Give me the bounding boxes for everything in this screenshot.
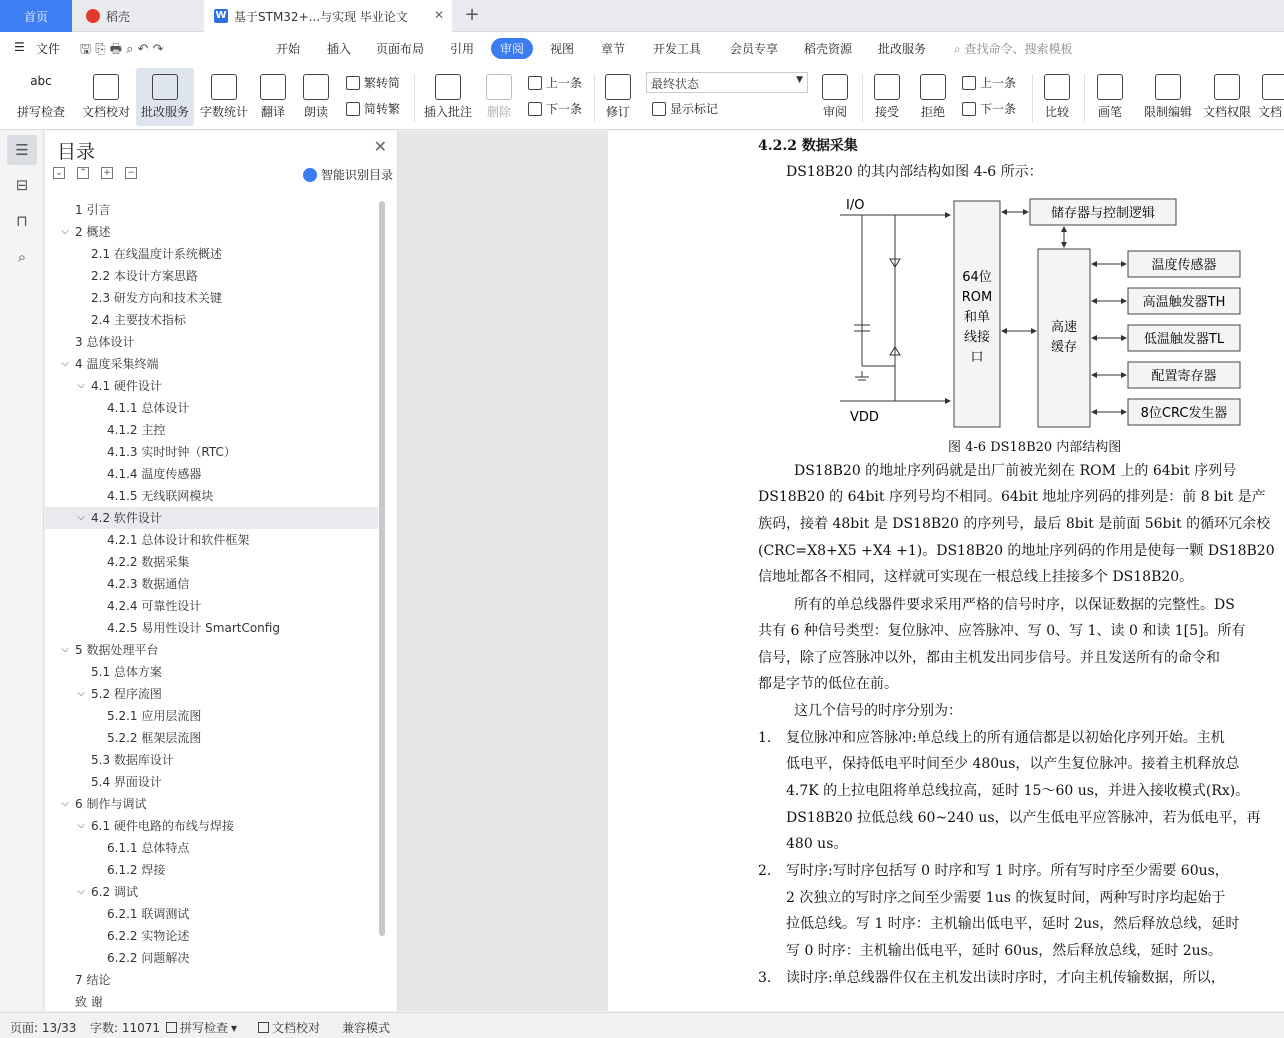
menu-chapter[interactable]: 章节 [601, 42, 626, 56]
tab-home-label: 首页 [23, 9, 48, 24]
list-number: 3. [758, 970, 772, 986]
toc-item-label: 2.3 研发方向和技术关键 [91, 291, 222, 305]
toc-item-label: 1 引言 [75, 203, 111, 217]
doc-more-button[interactable] [1258, 68, 1284, 126]
toc-item-label: 4.1 硬件设计 [91, 379, 162, 393]
menu-member[interactable]: 会员专享 [730, 42, 779, 56]
body-text-line: 复位脉冲和应答脉冲:单总线上的所有通信都是以初始化序列开始。主机 [786, 730, 1225, 746]
chevron-down-icon[interactable]: ⌵ [61, 226, 69, 237]
toc-item-label: 4.2.2 数据采集 [107, 555, 190, 569]
rom-label-line: 和单 [963, 310, 991, 325]
markup-state-select[interactable] [646, 72, 808, 93]
ds18b20-structure-diagram [840, 191, 1250, 431]
toc-item-label: 4.2 软件设计 [91, 511, 162, 525]
toc-item[interactable] [45, 837, 378, 859]
register-block-label: 低温触发器TL [1143, 332, 1225, 347]
chevron-down-icon[interactable]: ⌵ [61, 358, 69, 369]
menu-start[interactable]: 开始 [276, 42, 301, 56]
toc-item[interactable] [45, 705, 378, 727]
body-text-line: 写时序:写时序包括写 0 时序和写 1 时序。所有写时序至少需要 60us， [786, 863, 1229, 879]
body-text-line: 4.7K 的上拉电阻将单总线拉高，延时 15～60 us，并进入接收模式(Rx)。 [786, 783, 1250, 799]
toc-item[interactable] [45, 617, 378, 639]
restrict-edit-button[interactable] [1140, 68, 1196, 126]
tab-home[interactable] [0, 0, 72, 32]
status-doc-check-label: 文档校对 [272, 1021, 321, 1035]
doc-permission-button[interactable] [1200, 68, 1254, 126]
menu-dev-tools[interactable]: 开发工具 [653, 42, 702, 56]
toc-item[interactable] [45, 771, 378, 793]
toc-item[interactable] [45, 793, 378, 815]
doc-permission-icon [1214, 74, 1240, 100]
toc-item[interactable] [45, 353, 378, 375]
body-text-line: DS18B20 的地址序列码就是出厂前被光刻在 ROM 上的 64bit 序列号 [794, 463, 1237, 479]
toc-item[interactable] [45, 199, 378, 221]
word-count-indicator[interactable]: 字数: 11071 [90, 1021, 161, 1035]
toc-item-label: 5.4 界面设计 [91, 775, 162, 789]
vdd-label: VDD [850, 410, 879, 425]
next-change-label: 下一条 [980, 102, 1017, 116]
review-pane-button[interactable] [816, 68, 854, 126]
chevron-down-icon[interactable]: ⌵ [77, 512, 85, 523]
intro-line: DS18B20 的其内部结构如图 4-6 所示： [786, 164, 1043, 180]
menu-view[interactable]: 视图 [550, 42, 575, 56]
doc-more-icon [1262, 74, 1284, 100]
menu-reference[interactable]: 引用 [450, 42, 475, 56]
delete-comment-label: 删除 [486, 105, 511, 119]
chevron-down-icon[interactable]: ⌵ [77, 688, 85, 699]
prev-comment-label: 上一条 [546, 76, 583, 90]
toc-item[interactable] [45, 551, 378, 573]
body-text-line: 低电平，保持低电平时间至少 480us，以产生复位脉冲。接着主机释放总 [786, 756, 1240, 772]
toc-item[interactable] [45, 881, 378, 903]
toc-item-label: 6.2.2 问题解决 [107, 951, 190, 965]
toc-list [45, 199, 378, 1011]
body-text-line: 所有的单总线器件要求采用严格的信号时序，以保证数据的完整性。DS [794, 597, 1235, 613]
search-icon[interactable]: ⌕ [17, 248, 27, 266]
command-search[interactable] [954, 40, 1073, 57]
list-number: 1. [758, 730, 772, 746]
smart-toc-label: 智能识别目录 [320, 168, 393, 182]
translate-button[interactable] [254, 68, 292, 126]
rom-label-line: 口 [970, 350, 984, 365]
reject-button[interactable] [914, 68, 952, 126]
menu-bar [0, 32, 1284, 66]
insert-comment-label: 插入批注 [423, 105, 472, 119]
register-block-label: 配置寄存器 [1151, 369, 1217, 384]
toc-item[interactable] [45, 749, 378, 771]
next-change-button[interactable] [962, 100, 1016, 117]
toc-item[interactable] [45, 221, 378, 243]
toc-item[interactable] [45, 683, 378, 705]
memory-control-label: 储存器与控制逻辑 [1050, 206, 1156, 221]
search-icon: ⌕ [954, 42, 965, 56]
toc-item-label: 3 总体设计 [75, 335, 135, 349]
word-count-icon [211, 74, 237, 100]
prev-change-button[interactable] [962, 74, 1016, 91]
chevron-down-icon[interactable]: ⌵ [77, 820, 85, 831]
toc-item[interactable] [45, 661, 378, 683]
word-count-button[interactable] [198, 68, 250, 126]
toc-item[interactable] [45, 859, 378, 881]
prev-change-label: 上一条 [980, 76, 1017, 90]
toc-title: 目录 [57, 141, 96, 163]
toc-item-label: 7 结论 [75, 973, 111, 987]
toc-item[interactable] [45, 331, 378, 353]
menu-review[interactable]: 审阅 [491, 38, 533, 59]
left-icon-rail [0, 131, 44, 1011]
status-bar [0, 1012, 1284, 1038]
smart-toc-button[interactable] [303, 166, 393, 183]
toc-item-label: 2.1 在线温度计系统概述 [91, 247, 222, 261]
new-tab-button[interactable]: + [464, 4, 480, 25]
review-service-icon [152, 74, 178, 100]
body-text-line: 拉低总线。写 1 时序：主机输出低电平，延时 2us，然后释放总线，延时 [786, 916, 1240, 932]
revise-icon [605, 74, 631, 100]
read-aloud-button[interactable] [298, 68, 334, 126]
document-page[interactable] [608, 131, 1284, 1011]
prev-comment-icon [528, 76, 542, 90]
simp-trad-icon [346, 102, 360, 116]
toc-item[interactable] [45, 925, 378, 947]
register-block-label: 8位CRC发生器 [1140, 406, 1228, 421]
pen-icon [1097, 74, 1123, 100]
body-text-line: 读时序:单总线器件仅在主机发出读时序时，才向主机传输数据，所以， [786, 970, 1225, 986]
review-service-label: 批改服务 [140, 105, 189, 119]
doc-check-button[interactable] [78, 68, 134, 126]
toc-item[interactable] [45, 265, 378, 287]
review-service-button[interactable] [136, 68, 194, 126]
toc-item[interactable] [45, 727, 378, 749]
toc-item-label: 4.1.1 总体设计 [107, 401, 190, 415]
toc-item-label: 6.1 硬件电路的布线与焊接 [91, 819, 234, 833]
scratchpad-block [1038, 249, 1090, 427]
prev-change-icon [962, 76, 976, 90]
toc-item[interactable] [45, 991, 378, 1011]
io-label: I/O [846, 198, 865, 213]
doc-check-label: 文档校对 [81, 105, 130, 119]
register-blocks [1092, 251, 1240, 425]
close-icon[interactable]: ✕ [373, 137, 387, 156]
toc-item[interactable] [45, 375, 378, 397]
toc-item-label: 5 数据处理平台 [75, 643, 159, 657]
word-count-label: 字数统计 [199, 105, 248, 119]
menu-file[interactable]: 文件 [36, 42, 61, 56]
checkbox-icon [166, 1022, 177, 1033]
bookmark-icon[interactable]: ⊓ [16, 212, 28, 230]
toc-item[interactable] [45, 639, 378, 661]
tab-close-icon[interactable]: ✕ [433, 8, 444, 22]
simp-to-trad-button[interactable] [346, 100, 400, 117]
pen-label: 画笔 [1097, 105, 1122, 119]
restrict-edit-icon [1155, 74, 1181, 100]
body-text-line: 480 us。 [786, 836, 848, 852]
body-text-line: DS18B20 的 64bit 序列号均不相同。64bit 地址序列码的排列是：前 8 bit 是产 [758, 489, 1266, 505]
review-pane-icon [822, 74, 848, 100]
reject-icon [920, 74, 946, 100]
toc-item[interactable] [45, 441, 378, 463]
tab-daoke-label: 稻壳 [106, 9, 131, 24]
compat-mode-label: 兼容模式 [342, 1021, 391, 1035]
toc-item[interactable] [45, 243, 378, 265]
body-text-line: (CRC=X8+X5 +X4 +1)。DS18B20 的地址序列码的作用是使每一颗 DS18B20 [758, 543, 1275, 559]
abc-icon: abc [30, 74, 52, 88]
quick-access-icons[interactable]: 🖫 ⎘ 🖶 ⌕ ↶ ↷ [80, 42, 164, 57]
tab-bar [0, 0, 1284, 32]
restrict-edit-label: 限制编辑 [1143, 105, 1192, 119]
revise-label: 修订 [605, 105, 630, 119]
toc-item[interactable] [45, 595, 378, 617]
toc-item-label: 4.2.5 易用性设计 SmartConfig [107, 621, 280, 635]
figure-caption: 图 4-6 DS18B20 内部结构图 [948, 440, 1122, 455]
reject-label: 拒绝 [920, 105, 945, 119]
translate-icon [260, 74, 286, 100]
toc-item-label: 2.2 本设计方案思路 [91, 269, 198, 283]
command-search-label: 查找命令、搜索模板 [964, 42, 1073, 56]
compare-label: 比较 [1044, 105, 1069, 119]
doc-check-icon [93, 74, 119, 100]
toc-item-label: 2 概述 [75, 225, 111, 239]
section-heading: 4.2.2 数据采集 [758, 138, 858, 154]
toc-item-label: 4.2.3 数据通信 [107, 577, 190, 591]
status-spell-check[interactable] [166, 1019, 237, 1036]
document-canvas-background [398, 131, 608, 1011]
toc-item[interactable] [45, 903, 378, 925]
trad-simp-icon [346, 76, 360, 90]
toc-item-label: 5.2 程序流图 [91, 687, 162, 701]
chevron-down-icon[interactable]: ⌵ [61, 798, 69, 809]
scratchpad-label-line: 高速 [1050, 320, 1078, 335]
trad-to-simp-button[interactable] [346, 74, 400, 91]
menu-review-service[interactable]: 批改服务 [878, 42, 927, 56]
status-spell-check-label: 拼写检查 [180, 1021, 229, 1035]
chevron-down-icon[interactable]: ⌵ [77, 380, 85, 391]
toc-panel [45, 131, 398, 1011]
smart-toc-icon [303, 168, 317, 182]
toc-item-label: 5.2.2 框架层流图 [107, 731, 202, 745]
chevron-down-icon: ▾ [231, 1020, 238, 1035]
toc-item-label: 致 谢 [75, 995, 103, 1009]
toc-item-label: 2.4 主要技术指标 [91, 313, 186, 327]
expand-up-icon[interactable]: ⌃ [77, 167, 89, 179]
comment-plus-icon [435, 74, 461, 100]
next-comment-label: 下一条 [546, 102, 583, 116]
show-marks-label: 显示标记 [670, 102, 719, 116]
body-text-line: 共有 6 种信号类型：复位脉冲、应答脉冲、写 0、写 1、读 0 和读 1[5]。所有 [758, 623, 1246, 639]
toc-item-label: 6.1.2 焊接 [107, 863, 166, 877]
body-text-line: 都是字节的低位在前。 [758, 676, 898, 692]
body-text-line: 2 次独立的写时序之间至少需要 1us 的恢复时间，两种写时序均起始于 [786, 890, 1226, 906]
next-comment-button[interactable] [528, 100, 582, 117]
toc-item-label: 4.2.1 总体设计和软件框架 [107, 533, 250, 547]
toc-panel-icon[interactable]: ☰ [7, 135, 37, 165]
toc-item-label: 4.2.4 可靠性设计 [107, 599, 202, 613]
revise-button[interactable] [600, 68, 636, 126]
toc-item[interactable] [45, 485, 378, 507]
scratchpad-label-line: 缓存 [1050, 340, 1078, 355]
toc-item-label: 4.1.4 温度传感器 [107, 467, 202, 481]
toc-scrollbar[interactable] [379, 201, 385, 936]
tab-daoke[interactable] [72, 0, 202, 32]
toc-item-label: 4.1.5 无线联网模块 [107, 489, 214, 503]
ribbon-divider [414, 74, 415, 122]
hamburger-menu-icon[interactable]: ☰ [14, 40, 25, 54]
show-marks-icon [652, 102, 666, 116]
body-text-line: DS18B20 拉低总线 60~240 us，以产生低电平应答脉冲，若为低电平，再 [786, 810, 1261, 826]
menu-page-layout[interactable]: 页面布局 [376, 42, 425, 56]
toc-item-label: 6.2.2 实物论述 [107, 929, 190, 943]
comment-delete-icon [486, 74, 512, 100]
review-pane-label: 审阅 [822, 105, 847, 119]
rom-label-line: 线接 [963, 330, 991, 345]
body-text-line: 这几个信号的时序分别为： [794, 703, 962, 719]
pen-button[interactable] [1090, 68, 1130, 126]
toc-item[interactable] [45, 969, 378, 991]
next-comment-icon [528, 102, 542, 116]
toc-item[interactable] [45, 815, 378, 837]
toc-item-label: 5.2.1 应用层流图 [107, 709, 202, 723]
ribbon-divider [862, 74, 863, 122]
menu-insert[interactable]: 插入 [327, 42, 352, 56]
spell-check-button[interactable] [8, 68, 74, 126]
delete-comment-button[interactable] [480, 68, 518, 126]
wps-writer-icon: W [215, 10, 227, 21]
body-text-line: 写 0 时序：主机输出低电平，延时 60us，然后释放总线，延时 2us。 [786, 943, 1222, 959]
register-block-label: 高温触发器TH [1142, 295, 1226, 310]
toc-item[interactable] [45, 397, 378, 419]
simp-to-trad-label: 简转繁 [364, 102, 401, 116]
toc-item[interactable] [45, 573, 378, 595]
chevron-down-icon[interactable]: ⌵ [61, 644, 69, 655]
body-text-line: 信号，除了应答脉冲以外，都由主机发出同步信号。并且发送所有的命令和 [758, 650, 1220, 666]
trad-to-simp-label: 繁转简 [364, 76, 401, 90]
read-aloud-label: 朗读 [303, 105, 328, 119]
read-aloud-icon [303, 74, 329, 100]
status-doc-check[interactable] [258, 1019, 320, 1036]
menu-daoke-resource[interactable]: 稻壳资源 [804, 42, 853, 56]
chevron-down-icon[interactable]: ⌵ [77, 886, 85, 897]
toc-item-label: 6 制作与调试 [75, 797, 147, 811]
daoke-logo-icon [86, 9, 100, 23]
toc-item-label: 6.1.1 总体特点 [107, 841, 190, 855]
body-text-line: 信地址都各不相同，这样就可实现在一根总线上挂接多个 DS18B20。 [758, 569, 1194, 585]
prev-comment-button[interactable] [528, 74, 582, 91]
page-indicator[interactable]: 页面: 13/33 [10, 1021, 77, 1035]
accept-label: 接受 [874, 105, 899, 119]
accept-icon [874, 74, 900, 100]
translate-label: 翻译 [260, 105, 285, 119]
toc-item[interactable] [45, 529, 378, 551]
chapter-nav-icon[interactable]: ⊟ [15, 176, 29, 194]
ribbon-divider [594, 74, 595, 122]
toc-item[interactable] [45, 419, 378, 441]
toc-item-label: 5.1 总体方案 [91, 665, 162, 679]
rom-label-line: 64位 [962, 270, 992, 285]
compare-icon [1044, 74, 1070, 100]
toc-item-label: 5.3 数据库设计 [91, 753, 174, 767]
add-heading-icon[interactable]: + [101, 167, 113, 179]
rom-label-line: ROM [961, 290, 993, 305]
list-number: 2. [758, 863, 772, 879]
tab-document[interactable] [204, 0, 452, 32]
toc-item-label: 6.2.1 联调测试 [107, 907, 190, 921]
ribbon-toolbar [0, 66, 1284, 130]
spell-check-label: 拼写检查 [16, 105, 65, 119]
toc-item-label: 4 温度采集终端 [75, 357, 159, 371]
doc-more-label: 文档 [1258, 105, 1283, 119]
ribbon-divider [1032, 74, 1033, 122]
chevron-down-icon: ▼ [796, 75, 803, 85]
register-block-label: 温度传感器 [1151, 258, 1217, 273]
body-text-line: 族码，接着 48bit 是 DS18B20 的序列号，最后 8bit 是前面 56bit 的循环冗余校 [758, 516, 1271, 532]
insert-comment-button[interactable] [420, 68, 476, 126]
toc-item[interactable] [45, 947, 378, 969]
next-change-icon [962, 102, 976, 116]
toc-item-label: 4.1.3 实时时钟（RTC） [107, 445, 236, 459]
show-marks-button[interactable] [652, 100, 718, 117]
accept-button[interactable] [868, 68, 906, 126]
toc-item[interactable] [45, 309, 378, 331]
compare-button[interactable] [1038, 68, 1076, 126]
ribbon-divider [1084, 74, 1085, 122]
toc-item[interactable] [45, 463, 378, 485]
tab-document-label: 基于STM32+...与实现 毕业论文 [234, 9, 408, 24]
toc-item[interactable] [45, 507, 378, 529]
collapse-all-icon[interactable]: ⌄ [53, 167, 65, 179]
doc-permission-label: 文档权限 [1202, 105, 1251, 119]
toc-item-label: 4.1.2 主控 [107, 423, 166, 437]
toc-item[interactable] [45, 287, 378, 309]
toc-item-label: 6.2 调试 [91, 885, 138, 899]
markup-state-value: 最终状态 [651, 77, 700, 91]
doc-check-icon [258, 1022, 269, 1033]
remove-heading-icon[interactable]: − [125, 167, 137, 179]
